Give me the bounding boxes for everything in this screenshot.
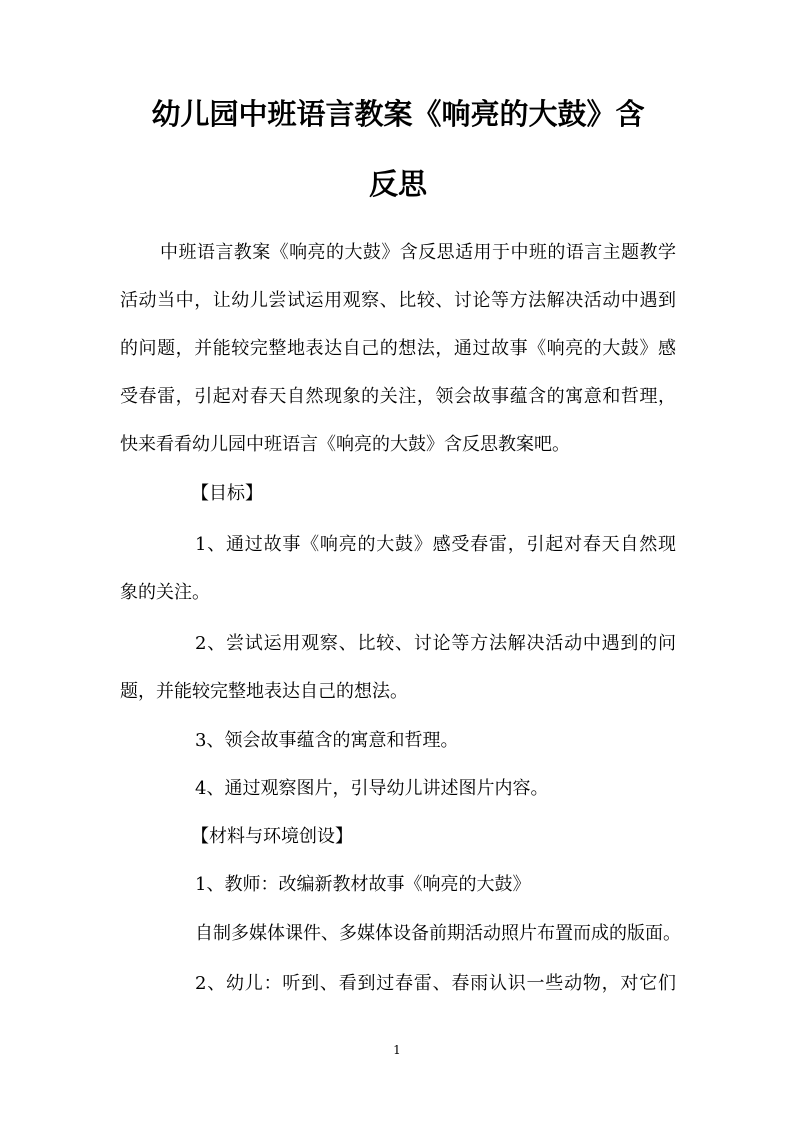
intro-paragraph-line-5: 快来看看幼儿园中班语言《响亮的大鼓》含反思教案吧。 (120, 434, 570, 455)
intro-paragraph-line-3: 的问题，并能较完整地表达自己的想法，通过故事《响亮的大鼓》感 (120, 338, 676, 359)
intro-paragraph-line-1: 中班语言教案《响亮的大鼓》含反思适用于中班的语言主题教学 (160, 242, 676, 263)
material-item-1-detail: 自制多媒体课件、多媒体设备前期活动照片布置而成的版面。 (195, 923, 681, 944)
document-title-line-1: 幼儿园中班语言教案《响亮的大鼓》含 (151, 97, 645, 131)
intro-paragraph-line-4: 受春雷，引起对春天自然现象的关注，领会故事蕴含的寓意和哲理， (120, 386, 676, 407)
goal-item-2-line-1: 2、尝试运用观察、比较、讨论等方法解决活动中遇到的问 (195, 633, 676, 654)
goals-heading: 【目标】 (191, 483, 263, 504)
page-number: 1 (393, 1043, 401, 1057)
intro-paragraph-line-2: 活动当中，让幼儿尝试运用观察、比较、讨论等方法解决活动中遇到 (120, 290, 676, 311)
goal-item-3: 3、领会故事蕴含的寓意和哲理。 (195, 730, 459, 751)
goal-item-2-line-2: 题，并能较完整地表达自己的想法。 (120, 681, 408, 702)
goal-item-4: 4、通过观察图片，引导幼儿讲述图片内容。 (195, 778, 549, 799)
goal-item-1-line-2: 象的关注。 (120, 582, 210, 603)
material-item-1: 1、教师：改编新教材故事《响亮的大鼓》 (195, 874, 531, 895)
material-item-2-line-1: 2、幼儿：听到、看到过春雷、春雨认识一些动物，对它们 (195, 973, 676, 994)
materials-heading: 【材料与环境创设】 (191, 826, 353, 847)
goal-item-1-line-1: 1、通过故事《响亮的大鼓》感受春雷，引起对春天自然现 (195, 534, 676, 555)
document-title-line-2: 反思 (368, 167, 427, 201)
